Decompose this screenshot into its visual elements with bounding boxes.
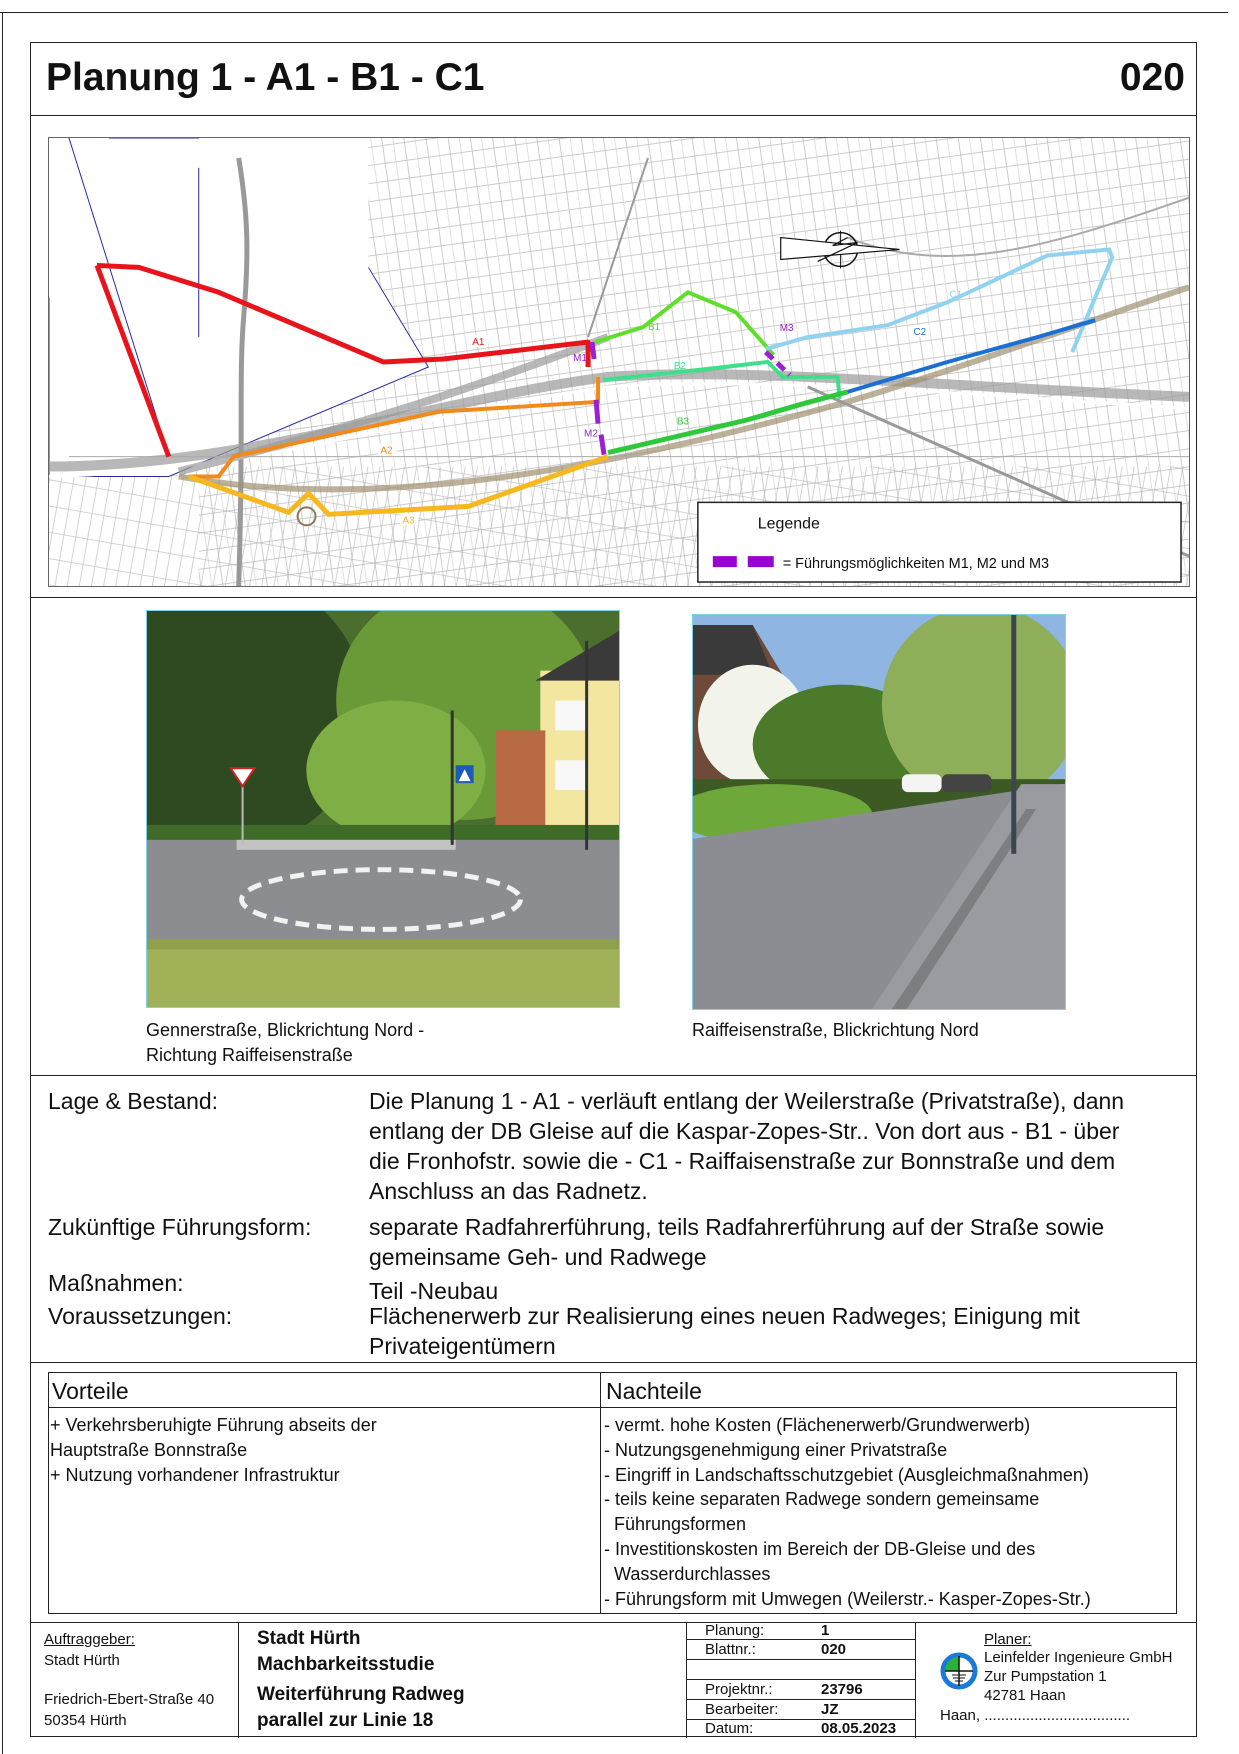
nachteil-item: Führungsformen [604,1514,747,1535]
photo-caption-1-line-2: Richtung Raiffeisenstraße [146,1045,353,1065]
lage-bestand-label: Lage & Bestand: [48,1088,219,1114]
field-value-blattnr: 020 [821,1641,847,1658]
legend-swatch-1 [713,556,737,567]
segment-m2[interactable] [596,400,598,424]
field-value-planung: 1 [821,1622,830,1639]
planer-street: Zur Pumpstation 1 [984,1668,1107,1685]
nachteil-item: - Investitionskosten im Bereich der DB-Gleise und des [604,1538,1036,1559]
nachteil-item: Wasserdurchlasses [604,1563,771,1584]
voraussetzungen-line-2: Privateigentümern [369,1333,556,1359]
project-client: Stadt Hürth [257,1628,361,1649]
nachteil-item: - Führungsform mit Umwegen (Weilerstr.- Kasper-Zopes-Str.) [604,1588,1091,1609]
label-a2: A2 [380,445,393,457]
voraussetzungen-line-1: Flächenerwerb zur Realisierung eines neuen Radweges; Einigung mit [369,1303,1080,1329]
field-value-bearbeiter: JZ [821,1701,839,1718]
field-value-datum: 08.05.2023 [821,1720,897,1737]
massnahmen-text: Teil -Neubau [369,1278,499,1304]
vorteil-item: + Nutzung vorhandener Infrastruktur [50,1464,340,1485]
legend-swatch-2 [748,556,774,567]
auftraggeber-label: Auftraggeber: [44,1631,135,1648]
vorteile-list [50,1413,377,1487]
segment-m1[interactable] [592,342,594,359]
planer-city: 42781 Haan [984,1687,1066,1704]
nachteile-list [604,1413,1091,1611]
auftraggeber-city: 50354 Hürth [44,1712,127,1729]
planer-name: Leinfelder Ingenieure GmbH [984,1649,1173,1666]
nachteil-item: - vermt. hohe Kosten (Flächenerwerb/Grundwerwerb) [604,1415,1031,1435]
project-title-line-2: parallel zur Linie 18 [257,1710,434,1731]
segment-m2b[interactable] [601,435,604,455]
page-left-border [2,12,3,1754]
nachteil-item: - teils keine separaten Radwege sondern gemeinsame [604,1489,1040,1510]
map-legend [698,502,1181,582]
legend-title: Legende [757,515,820,533]
vorteile-header: Vorteile [52,1378,129,1404]
sheet-number: 020 [1119,56,1185,99]
label-m1: M1 [573,353,587,365]
field-label-planung: Planung: [705,1622,765,1639]
divider-photos [30,1075,1197,1076]
auftraggeber-street: Friedrich-Ebert-Straße 40 [44,1691,215,1708]
label-a1: A1 [472,337,485,349]
map-canvas [49,138,1189,586]
label-b2: B2 [673,360,687,372]
vorteil-item: + Verkehrsberuhigte Führung abseits der [50,1415,377,1435]
photo-caption-1-line-1: Gennerstraße, Blickrichtung Nord - [146,1020,425,1040]
massnahmen-label: Maßnahmen: [48,1270,184,1296]
fuehrung-line-1: separate Radfahrerführung, teils Radfahrerführung auf der Straße sowie [369,1214,1105,1240]
photo-raiffeisenstrasse [692,614,1066,1010]
photo-caption-2: Raiffeisenstraße, Blickrichtung Nord [692,1020,979,1040]
auftraggeber-name: Stadt Hürth [44,1652,120,1669]
voraussetzungen-label: Voraussetzungen: [48,1303,233,1329]
page-top-border [0,12,1228,13]
lage-bestand-text [369,1086,1199,1206]
pros-cons-column-divider [600,1372,601,1614]
label-c2: C2 [913,327,927,339]
page-title: Planung 1 - A1 - B1 - C1 [46,56,485,99]
title-block-divider-1 [238,1622,239,1738]
lage-line-2: entlang der DB Gleise auf die Kaspar-Zopes-Str.. Von dort aus - B1 - über [369,1118,1120,1144]
photo-gennerstrasse [146,610,620,1008]
meta-fields-table [686,1622,915,1738]
planer-label: Planer: [984,1631,1032,1648]
legend-entry-text: = Führungsmöglichkeiten M1, M2 und M3 [782,556,1050,573]
nachteile-header: Nachteile [606,1378,702,1404]
field-label-projektnr: Projektnr.: [705,1681,773,1698]
field-label-blattnr: Blattnr.: [705,1641,756,1658]
divider-info [30,1362,1197,1363]
title-block-top-border [30,1622,1197,1623]
label-c1: C1 [949,289,963,301]
label-b1: B1 [647,322,661,334]
divider-map [30,597,1197,598]
pros-cons-header-divider [48,1407,1177,1408]
signature-line: Haan, ................................... [940,1707,1131,1724]
field-label-datum: Datum: [705,1720,754,1737]
fuehrung-line-2: gemeinsame Geh- und Radwege [369,1244,707,1270]
fuehrungsform-text [369,1212,1199,1272]
nachteil-item: - Nutzungsgenehmigung einer Privatstraße [604,1439,948,1460]
lage-line-3: die Fronhofstr. sowie die - C1 - Raiffaisenstraße zur Bonnstraße und dem [369,1148,1116,1174]
fuehrungsform-label: Zukünftige Führungsform: [48,1214,312,1240]
label-m2: M2 [584,428,598,440]
label-a3: A3 [402,515,415,527]
route-map[interactable] [48,137,1190,587]
field-label-bearbeiter: Bearbeiter: [705,1701,779,1718]
vorteil-item: Hauptstraße Bonnstraße [50,1439,248,1460]
voraussetzungen-text [369,1301,1199,1361]
label-m3: M3 [779,323,794,335]
project-study: Machbarkeitsstudie [257,1654,435,1675]
lage-line-4: Anschluss an das Radnetz. [369,1178,648,1204]
nachteil-item: - Eingriff in Landschaftsschutzgebiet (Ausgleichmaßnahmen) [604,1464,1089,1485]
lage-line-1: Die Planung 1 - A1 - verläuft entlang der Weilerstraße (Privatstraße), dann [369,1088,1125,1114]
field-value-projektnr: 23796 [821,1681,863,1698]
label-b3: B3 [676,416,690,428]
company-logo-icon [940,1652,978,1690]
project-title-line-1: Weiterführung Radweg [257,1684,465,1705]
